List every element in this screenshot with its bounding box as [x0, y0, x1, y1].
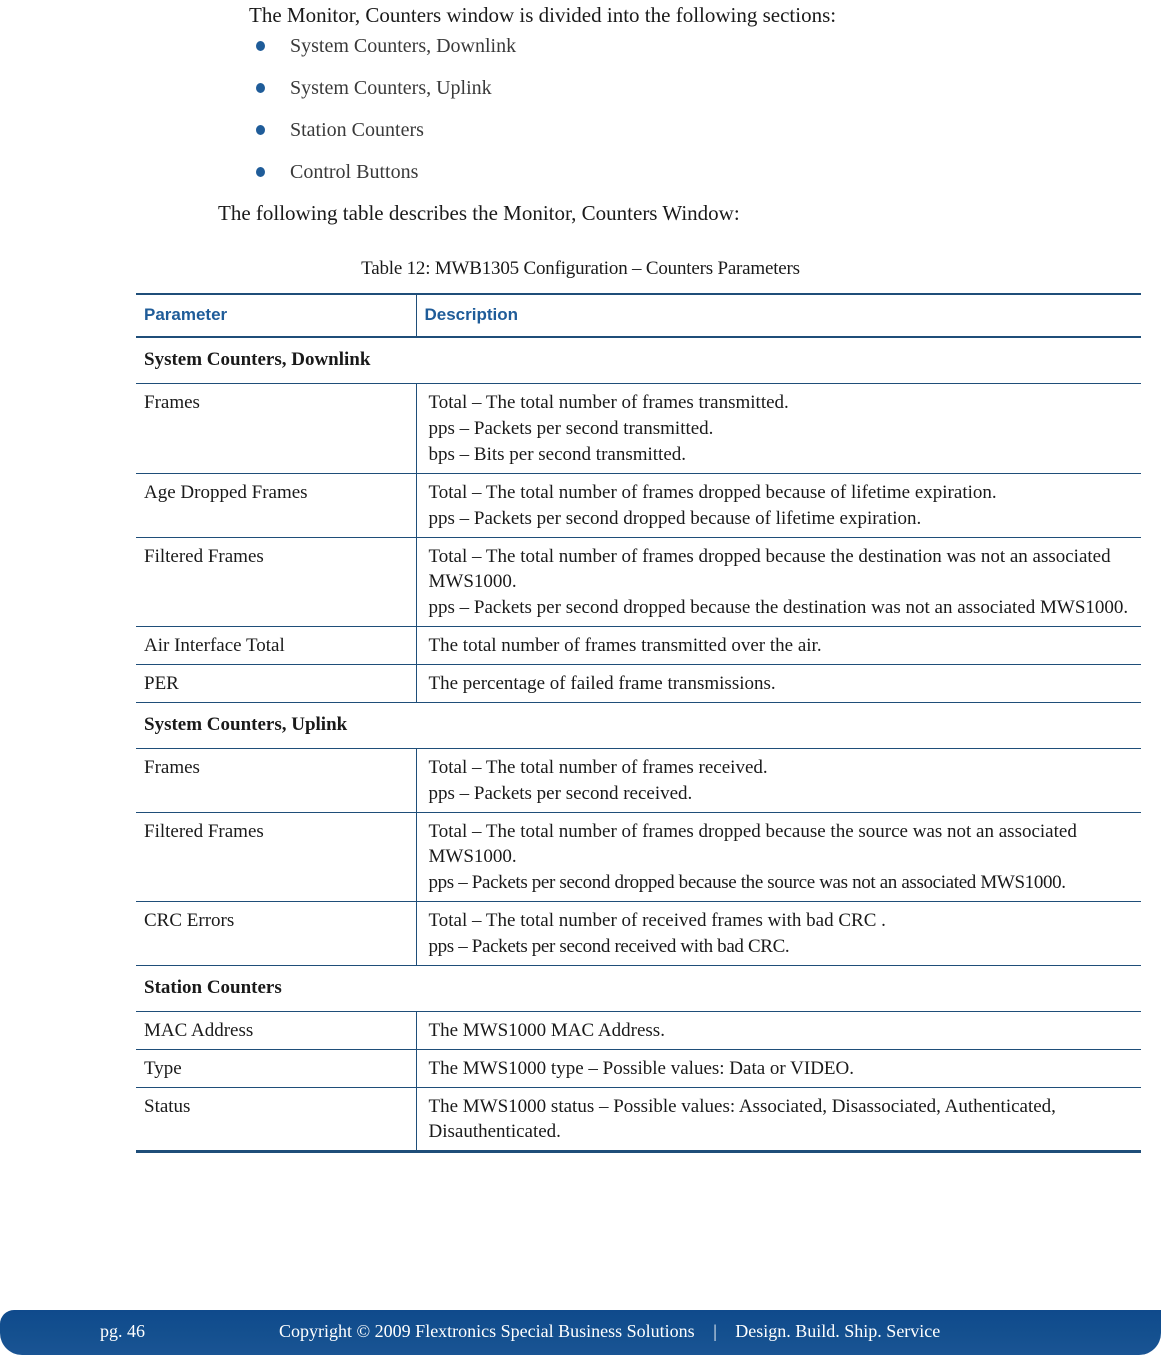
row-parameter: Air Interface Total: [136, 627, 416, 665]
table-row: [136, 1088, 1141, 1152]
list-item: [250, 117, 516, 159]
description-line: The total number of frames transmitted over the air.: [428, 635, 822, 656]
row-parameter: Filtered Frames: [136, 538, 416, 627]
table-caption: Table 12: MWB1305 Configuration – Counters Parameters: [361, 258, 800, 279]
row-description: [416, 384, 1141, 474]
row-description: [416, 474, 1141, 538]
row-parameter: MAC Address: [136, 1012, 416, 1050]
description-line: pps – Packets per second transmitted.: [428, 418, 714, 439]
row-description: [416, 813, 1141, 902]
row-description: [416, 902, 1141, 966]
description-line: The MWS1000 status – Possible values: Associated, Disassociated, Authenticated, Disauthenticated.: [428, 1096, 1056, 1142]
table-row: [136, 1050, 1141, 1088]
section-title: System Counters, Downlink: [136, 337, 1141, 384]
row-parameter: Status: [136, 1088, 416, 1152]
list-item-label: System Counters, Downlink: [290, 35, 517, 57]
section-bullet-list: [250, 33, 516, 201]
bullet-dot-icon: [256, 125, 265, 135]
row-description: [416, 627, 1141, 665]
table-row: [136, 902, 1141, 966]
description-line: bps – Bits per second transmitted.: [428, 444, 687, 465]
row-description: [416, 665, 1141, 703]
counters-parameters-table-wrapper: [136, 293, 1141, 1153]
page-footer: [0, 1310, 1161, 1355]
description-line: pps – Packets per second dropped because the destination was not an associated MWS1000.: [428, 597, 1129, 618]
bullet-dot-icon: [256, 41, 265, 51]
description-line: pps – Packets per second received with bad CRC.: [428, 936, 790, 957]
column-header-parameter: Parameter: [136, 294, 416, 337]
footer-separator: |: [713, 1321, 717, 1341]
description-line: Total – The total number of frames dropped because of lifetime expiration.: [428, 482, 997, 503]
description-line: Total – The total number of frames transmitted.: [428, 392, 789, 413]
section-title: Station Counters: [136, 966, 1141, 1012]
list-item-label: Station Counters: [290, 119, 424, 141]
list-item-label: Control Buttons: [290, 161, 419, 183]
table-row: [136, 1012, 1141, 1050]
row-parameter: Frames: [136, 384, 416, 474]
footer-copyright-text: [279, 1321, 940, 1342]
table-row: [136, 813, 1141, 902]
table-header-row: [136, 294, 1141, 337]
row-parameter: Frames: [136, 749, 416, 813]
row-parameter: Type: [136, 1050, 416, 1088]
column-header-description: Description: [416, 294, 1141, 337]
bullet-dot-icon: [256, 83, 265, 93]
description-line: pps – Packets per second dropped because of lifetime expiration.: [428, 508, 922, 529]
description-line: Total – The total number of frames dropped because the destination was not an associated MWS1000.: [428, 546, 1111, 592]
table-row: [136, 384, 1141, 474]
table-row: [136, 538, 1141, 627]
description-line: The MWS1000 MAC Address.: [428, 1020, 665, 1041]
list-item: [250, 33, 516, 75]
row-parameter: CRC Errors: [136, 902, 416, 966]
intro-paragraph-2: The following table describes the Monitor, Counters Window:: [218, 201, 740, 225]
footer-tagline: Design. Build. Ship. Service: [735, 1321, 941, 1341]
row-parameter: PER: [136, 665, 416, 703]
list-item: [250, 159, 516, 201]
row-description: [416, 1050, 1141, 1088]
table-row: [136, 627, 1141, 665]
counters-parameters-table: [136, 293, 1141, 1153]
table-section-row: [136, 966, 1141, 1012]
description-line: pps – Packets per second received.: [428, 783, 693, 804]
table-row: [136, 665, 1141, 703]
bullet-dot-icon: [256, 167, 265, 177]
footer-page-number: pg. 46: [100, 1321, 145, 1341]
row-description: [416, 1012, 1141, 1050]
description-line: The percentage of failed frame transmissions.: [428, 673, 776, 694]
row-description: [416, 1088, 1141, 1152]
list-item: [250, 75, 516, 117]
section-title: System Counters, Uplink: [136, 703, 1141, 749]
description-line: Total – The total number of frames dropped because the source was not an associated MWS1000.: [428, 821, 1077, 867]
row-parameter: Filtered Frames: [136, 813, 416, 902]
row-description: [416, 749, 1141, 813]
row-parameter: Age Dropped Frames: [136, 474, 416, 538]
list-item-label: System Counters, Uplink: [290, 77, 492, 99]
row-description: [416, 538, 1141, 627]
intro-paragraph-1: The Monitor, Counters window is divided into the following sections:: [249, 3, 837, 27]
table-row: [136, 749, 1141, 813]
table-section-row: [136, 337, 1141, 384]
description-line: pps – Packets per second dropped because the source was not an associated MWS1000.: [428, 872, 1066, 893]
table-row: [136, 474, 1141, 538]
description-line: Total – The total number of received frames with bad CRC .: [428, 910, 886, 931]
description-line: The MWS1000 type – Possible values: Data or VIDEO.: [428, 1058, 855, 1079]
footer-copyright-label: Copyright © 2009 Flextronics Special Business Solutions: [279, 1321, 695, 1341]
description-line: Total – The total number of frames received.: [428, 757, 768, 778]
table-section-row: [136, 703, 1141, 749]
